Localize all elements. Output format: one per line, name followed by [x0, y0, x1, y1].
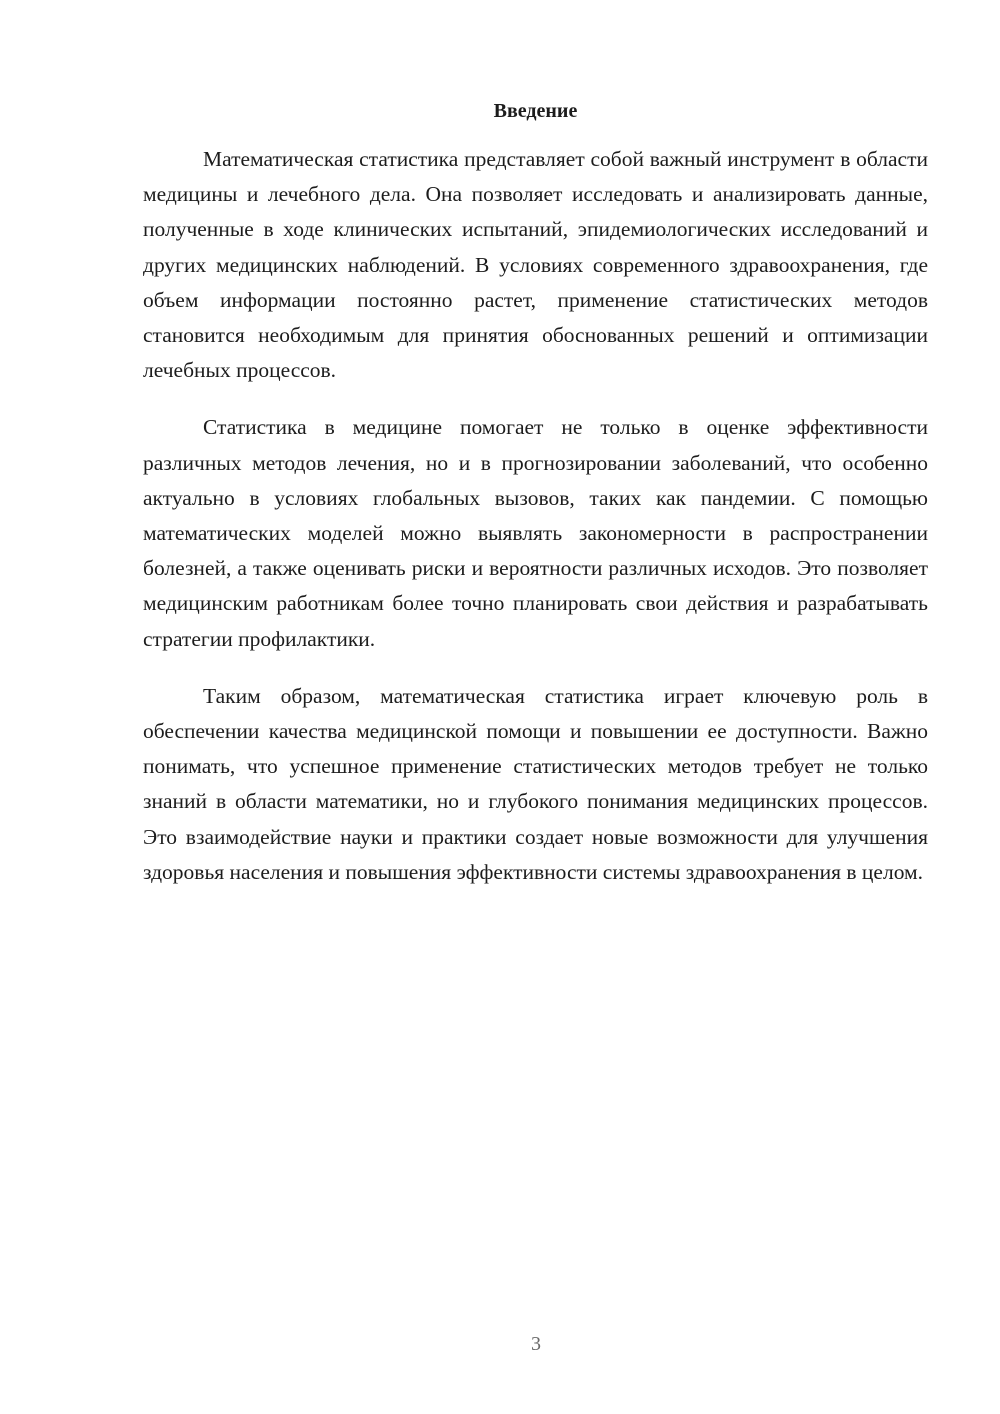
- section-title: Введение: [493, 100, 578, 122]
- paragraph-1: Математическая статистика представляет собой важный инструмент в области медицины и лечебного дела. Она позволяет исследовать и анализировать данные, полученные в ходе клинических испытаний, эпидемиологических исследований и других медицинских наблюдений. В условиях современного здравоохранения, где объем информации постоянно растет, применение статистических методов становится необходимым для принятия обоснованных решений и оптимизации лечебных процессов.: [143, 147, 928, 383]
- page-content: [143, 96, 928, 912]
- page-number: 3: [531, 1333, 541, 1355]
- paragraph-3: Таким образом, математическая статистика играет ключевую роль в обеспечении качества медицинской помощи и повышении ее доступности. Важно понимать, что успешное применение статистических методов требует не только знаний в области математики, но и глубокого понимания медицинских процессов. Это взаимодействие науки и практики создает новые возможности для улучшения здоровья населения и повышения эффективности системы здравоохранения в целом.: [143, 683, 928, 884]
- paragraph-2: Статистика в медицине помогает не только в оценке эффективности различных методов лечения, но и в прогнозировании заболеваний, что особенно актуально в условиях глобальных вызовов, таких как пандемии. С помощью математических моделей можно выявлять закономерности в распространении болезней, а также оценивать риски и вероятности различных исходов. Это позволяет медицинским работникам более точно планировать свои действия и разрабатывать стратегии профилактики.: [143, 415, 928, 651]
